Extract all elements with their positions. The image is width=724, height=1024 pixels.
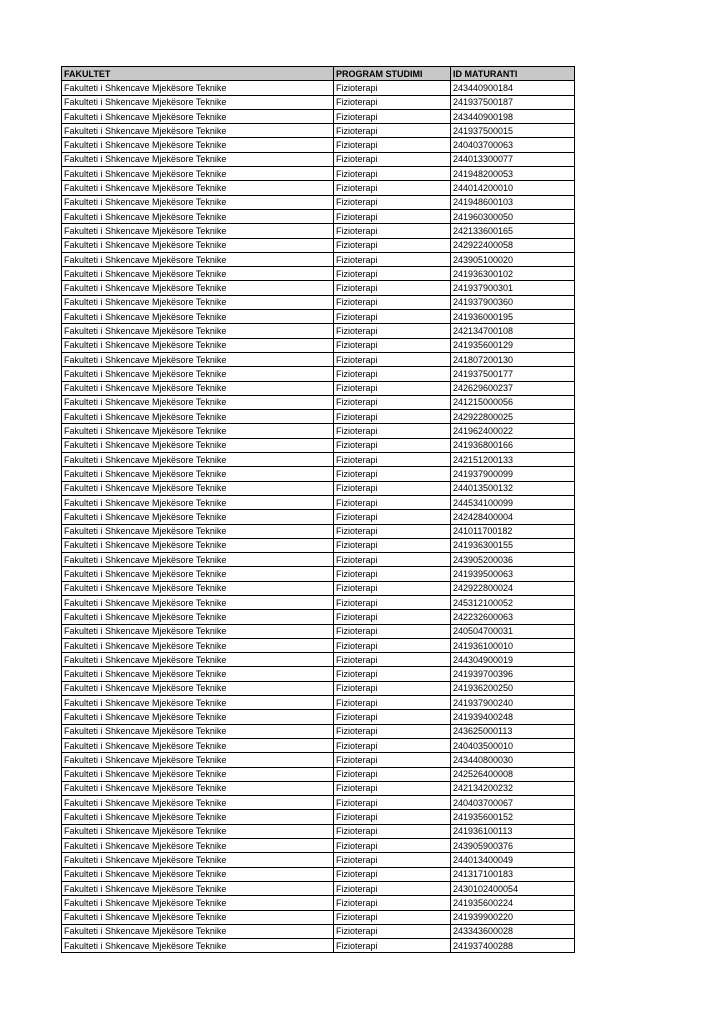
cell-program-studimi: Fizioterapi [334, 238, 451, 252]
cell-program-studimi: Fizioterapi [334, 638, 451, 652]
cell-id-maturanti: 241807200130 [451, 352, 575, 366]
table-row [62, 939, 575, 953]
cell-program-studimi: Fizioterapi [334, 839, 451, 853]
cell-fakultet: Fakulteti i Shkencave Mjekësore Teknike [62, 781, 334, 795]
cell-fakultet: Fakulteti i Shkencave Mjekësore Teknike [62, 424, 334, 438]
cell-id-maturanti: 242629600237 [451, 381, 575, 395]
cell-id-maturanti: 243440900198 [451, 109, 575, 123]
cell-id-maturanti: 241948600103 [451, 195, 575, 209]
cell-program-studimi: Fizioterapi [334, 796, 451, 810]
cell-program-studimi: Fizioterapi [334, 553, 451, 567]
table-row [62, 238, 575, 252]
cell-id-maturanti: 240403700067 [451, 796, 575, 810]
table-row [62, 753, 575, 767]
cell-fakultet: Fakulteti i Shkencave Mjekësore Teknike [62, 867, 334, 881]
cell-fakultet: Fakulteti i Shkencave Mjekësore Teknike [62, 524, 334, 538]
cell-program-studimi: Fizioterapi [334, 195, 451, 209]
cell-program-studimi: Fizioterapi [334, 252, 451, 266]
table-row [62, 209, 575, 223]
cell-fakultet: Fakulteti i Shkencave Mjekësore Teknike [62, 710, 334, 724]
cell-id-maturanti: 241937900360 [451, 295, 575, 309]
cell-program-studimi: Fizioterapi [334, 824, 451, 838]
table-row [62, 124, 575, 138]
cell-id-maturanti: 241935600152 [451, 810, 575, 824]
cell-id-maturanti: 241317100183 [451, 867, 575, 881]
cell-program-studimi: Fizioterapi [334, 510, 451, 524]
table-row [62, 724, 575, 738]
cell-program-studimi: Fizioterapi [334, 324, 451, 338]
cell-program-studimi: Fizioterapi [334, 209, 451, 223]
cell-id-maturanti: 243440800030 [451, 753, 575, 767]
cell-fakultet: Fakulteti i Shkencave Mjekësore Teknike [62, 238, 334, 252]
table-row [62, 495, 575, 509]
cell-id-maturanti: 242428400004 [451, 510, 575, 524]
cell-id-maturanti: 243440900184 [451, 81, 575, 95]
table-row [62, 524, 575, 538]
cell-fakultet: Fakulteti i Shkencave Mjekësore Teknike [62, 152, 334, 166]
table-row [62, 438, 575, 452]
cell-id-maturanti: 241937500015 [451, 124, 575, 138]
cell-program-studimi: Fizioterapi [334, 853, 451, 867]
cell-id-maturanti: 242526400008 [451, 767, 575, 781]
cell-id-maturanti: 241936100113 [451, 824, 575, 838]
table-row [62, 853, 575, 867]
cell-program-studimi: Fizioterapi [334, 152, 451, 166]
cell-fakultet: Fakulteti i Shkencave Mjekësore Teknike [62, 195, 334, 209]
cell-fakultet: Fakulteti i Shkencave Mjekësore Teknike [62, 667, 334, 681]
cell-fakultet: Fakulteti i Shkencave Mjekësore Teknike [62, 653, 334, 667]
table-row [62, 881, 575, 895]
cell-program-studimi: Fizioterapi [334, 581, 451, 595]
students-table [61, 66, 575, 953]
table-row [62, 767, 575, 781]
cell-id-maturanti: 243905900376 [451, 839, 575, 853]
cell-program-studimi: Fizioterapi [334, 481, 451, 495]
header-fakultet: FAKULTET [62, 67, 334, 81]
cell-id-maturanti: 241936200250 [451, 681, 575, 695]
cell-fakultet: Fakulteti i Shkencave Mjekësore Teknike [62, 310, 334, 324]
cell-program-studimi: Fizioterapi [334, 924, 451, 938]
cell-fakultet: Fakulteti i Shkencave Mjekësore Teknike [62, 767, 334, 781]
cell-program-studimi: Fizioterapi [334, 224, 451, 238]
cell-fakultet: Fakulteti i Shkencave Mjekësore Teknike [62, 252, 334, 266]
cell-id-maturanti: 241960300050 [451, 209, 575, 223]
cell-program-studimi: Fizioterapi [334, 295, 451, 309]
cell-program-studimi: Fizioterapi [334, 524, 451, 538]
table-row [62, 481, 575, 495]
cell-fakultet: Fakulteti i Shkencave Mjekësore Teknike [62, 538, 334, 552]
cell-id-maturanti: 241939400248 [451, 710, 575, 724]
cell-fakultet: Fakulteti i Shkencave Mjekësore Teknike [62, 281, 334, 295]
cell-id-maturanti: 243625000113 [451, 724, 575, 738]
table-row [62, 667, 575, 681]
cell-id-maturanti: 241215000056 [451, 395, 575, 409]
cell-id-maturanti: 244534100099 [451, 495, 575, 509]
cell-id-maturanti: 242922400058 [451, 238, 575, 252]
cell-program-studimi: Fizioterapi [334, 467, 451, 481]
table-row [62, 924, 575, 938]
cell-id-maturanti: 242133600165 [451, 224, 575, 238]
cell-fakultet: Fakulteti i Shkencave Mjekësore Teknike [62, 338, 334, 352]
table-row [62, 467, 575, 481]
table-row [62, 824, 575, 838]
table-row [62, 195, 575, 209]
table-row [62, 910, 575, 924]
cell-id-maturanti: 241939900220 [451, 910, 575, 924]
table-row [62, 696, 575, 710]
cell-fakultet: Fakulteti i Shkencave Mjekësore Teknike [62, 381, 334, 395]
table-row [62, 167, 575, 181]
cell-program-studimi: Fizioterapi [334, 424, 451, 438]
cell-program-studimi: Fizioterapi [334, 653, 451, 667]
cell-fakultet: Fakulteti i Shkencave Mjekësore Teknike [62, 510, 334, 524]
cell-program-studimi: Fizioterapi [334, 495, 451, 509]
cell-fakultet: Fakulteti i Shkencave Mjekësore Teknike [62, 824, 334, 838]
cell-fakultet: Fakulteti i Shkencave Mjekësore Teknike [62, 839, 334, 853]
cell-program-studimi: Fizioterapi [334, 381, 451, 395]
cell-fakultet: Fakulteti i Shkencave Mjekësore Teknike [62, 696, 334, 710]
table-row [62, 338, 575, 352]
cell-program-studimi: Fizioterapi [334, 138, 451, 152]
cell-program-studimi: Fizioterapi [334, 681, 451, 695]
table-row [62, 81, 575, 95]
cell-fakultet: Fakulteti i Shkencave Mjekësore Teknike [62, 138, 334, 152]
cell-fakultet: Fakulteti i Shkencave Mjekësore Teknike [62, 924, 334, 938]
cell-id-maturanti: 244304900019 [451, 653, 575, 667]
cell-id-maturanti: 242232600063 [451, 610, 575, 624]
cell-id-maturanti: 241937400288 [451, 939, 575, 953]
cell-id-maturanti: 241936800166 [451, 438, 575, 452]
cell-program-studimi: Fizioterapi [334, 896, 451, 910]
cell-fakultet: Fakulteti i Shkencave Mjekësore Teknike [62, 753, 334, 767]
cell-program-studimi: Fizioterapi [334, 395, 451, 409]
table-row [62, 410, 575, 424]
table-row [62, 595, 575, 609]
header-row [62, 67, 575, 81]
cell-id-maturanti: 241962400022 [451, 424, 575, 438]
cell-fakultet: Fakulteti i Shkencave Mjekësore Teknike [62, 810, 334, 824]
cell-fakultet: Fakulteti i Shkencave Mjekësore Teknike [62, 638, 334, 652]
cell-program-studimi: Fizioterapi [334, 352, 451, 366]
cell-program-studimi: Fizioterapi [334, 939, 451, 953]
table-row [62, 510, 575, 524]
cell-id-maturanti: 241935600129 [451, 338, 575, 352]
cell-fakultet: Fakulteti i Shkencave Mjekësore Teknike [62, 853, 334, 867]
cell-id-maturanti: 241936000195 [451, 310, 575, 324]
cell-id-maturanti: 241939500063 [451, 567, 575, 581]
cell-id-maturanti: 242134200232 [451, 781, 575, 795]
cell-id-maturanti: 241935600224 [451, 896, 575, 910]
cell-fakultet: Fakulteti i Shkencave Mjekësore Teknike [62, 610, 334, 624]
cell-fakultet: Fakulteti i Shkencave Mjekësore Teknike [62, 724, 334, 738]
table-row [62, 581, 575, 595]
cell-id-maturanti: 241936100010 [451, 638, 575, 652]
cell-fakultet: Fakulteti i Shkencave Mjekësore Teknike [62, 224, 334, 238]
cell-fakultet: Fakulteti i Shkencave Mjekësore Teknike [62, 581, 334, 595]
table-row [62, 224, 575, 238]
cell-program-studimi: Fizioterapi [334, 781, 451, 795]
table-row [62, 367, 575, 381]
table-row [62, 152, 575, 166]
cell-program-studimi: Fizioterapi [334, 810, 451, 824]
cell-id-maturanti: 241939700396 [451, 667, 575, 681]
cell-program-studimi: Fizioterapi [334, 267, 451, 281]
cell-fakultet: Fakulteti i Shkencave Mjekësore Teknike [62, 796, 334, 810]
cell-program-studimi: Fizioterapi [334, 367, 451, 381]
cell-fakultet: Fakulteti i Shkencave Mjekësore Teknike [62, 553, 334, 567]
table-row [62, 381, 575, 395]
cell-id-maturanti: 240403700063 [451, 138, 575, 152]
table-row [62, 295, 575, 309]
table-row [62, 267, 575, 281]
cell-fakultet: Fakulteti i Shkencave Mjekësore Teknike [62, 109, 334, 123]
cell-program-studimi: Fizioterapi [334, 738, 451, 752]
table-row [62, 653, 575, 667]
cell-id-maturanti: 242922800025 [451, 410, 575, 424]
cell-program-studimi: Fizioterapi [334, 610, 451, 624]
table-row [62, 138, 575, 152]
table-row [62, 310, 575, 324]
header-program-studimi: PROGRAM STUDIMI [334, 67, 451, 81]
table-row [62, 624, 575, 638]
cell-fakultet: Fakulteti i Shkencave Mjekësore Teknike [62, 438, 334, 452]
table-row [62, 352, 575, 366]
table-row [62, 681, 575, 695]
cell-id-maturanti: 240403500010 [451, 738, 575, 752]
table-row [62, 610, 575, 624]
cell-program-studimi: Fizioterapi [334, 667, 451, 681]
cell-id-maturanti: 244013300077 [451, 152, 575, 166]
table-row [62, 181, 575, 195]
cell-fakultet: Fakulteti i Shkencave Mjekësore Teknike [62, 495, 334, 509]
cell-fakultet: Fakulteti i Shkencave Mjekësore Teknike [62, 467, 334, 481]
cell-program-studimi: Fizioterapi [334, 710, 451, 724]
cell-id-maturanti: 243343600028 [451, 924, 575, 938]
cell-fakultet: Fakulteti i Shkencave Mjekësore Teknike [62, 595, 334, 609]
cell-program-studimi: Fizioterapi [334, 567, 451, 581]
cell-program-studimi: Fizioterapi [334, 181, 451, 195]
table-row [62, 796, 575, 810]
cell-program-studimi: Fizioterapi [334, 538, 451, 552]
cell-program-studimi: Fizioterapi [334, 124, 451, 138]
cell-fakultet: Fakulteti i Shkencave Mjekësore Teknike [62, 881, 334, 895]
cell-program-studimi: Fizioterapi [334, 410, 451, 424]
cell-program-studimi: Fizioterapi [334, 438, 451, 452]
table-row [62, 109, 575, 123]
cell-program-studimi: Fizioterapi [334, 624, 451, 638]
cell-id-maturanti: 241936300155 [451, 538, 575, 552]
cell-id-maturanti: 244013500132 [451, 481, 575, 495]
cell-fakultet: Fakulteti i Shkencave Mjekësore Teknike [62, 738, 334, 752]
cell-fakultet: Fakulteti i Shkencave Mjekësore Teknike [62, 352, 334, 366]
table-body [62, 81, 575, 953]
table-row [62, 896, 575, 910]
cell-id-maturanti: 243905200036 [451, 553, 575, 567]
cell-fakultet: Fakulteti i Shkencave Mjekësore Teknike [62, 324, 334, 338]
table-row [62, 281, 575, 295]
cell-fakultet: Fakulteti i Shkencave Mjekësore Teknike [62, 624, 334, 638]
cell-fakultet: Fakulteti i Shkencave Mjekësore Teknike [62, 681, 334, 695]
table-row [62, 424, 575, 438]
cell-id-maturanti: 244014200010 [451, 181, 575, 195]
cell-fakultet: Fakulteti i Shkencave Mjekësore Teknike [62, 395, 334, 409]
cell-program-studimi: Fizioterapi [334, 724, 451, 738]
table-row [62, 324, 575, 338]
cell-fakultet: Fakulteti i Shkencave Mjekësore Teknike [62, 95, 334, 109]
cell-program-studimi: Fizioterapi [334, 167, 451, 181]
cell-fakultet: Fakulteti i Shkencave Mjekësore Teknike [62, 267, 334, 281]
cell-fakultet: Fakulteti i Shkencave Mjekësore Teknike [62, 81, 334, 95]
table-row [62, 810, 575, 824]
cell-fakultet: Fakulteti i Shkencave Mjekësore Teknike [62, 910, 334, 924]
cell-id-maturanti: 241948200053 [451, 167, 575, 181]
cell-id-maturanti: 244013400049 [451, 853, 575, 867]
cell-program-studimi: Fizioterapi [334, 595, 451, 609]
cell-id-maturanti: 241937500177 [451, 367, 575, 381]
cell-fakultet: Fakulteti i Shkencave Mjekësore Teknike [62, 567, 334, 581]
cell-id-maturanti: 2430102400054 [451, 881, 575, 895]
table-row [62, 638, 575, 652]
table-row [62, 710, 575, 724]
cell-id-maturanti: 243905100020 [451, 252, 575, 266]
cell-id-maturanti: 240504700031 [451, 624, 575, 638]
cell-program-studimi: Fizioterapi [334, 81, 451, 95]
cell-id-maturanti: 241936300102 [451, 267, 575, 281]
cell-id-maturanti: 242134700108 [451, 324, 575, 338]
cell-fakultet: Fakulteti i Shkencave Mjekësore Teknike [62, 167, 334, 181]
cell-fakultet: Fakulteti i Shkencave Mjekësore Teknike [62, 410, 334, 424]
cell-program-studimi: Fizioterapi [334, 696, 451, 710]
cell-fakultet: Fakulteti i Shkencave Mjekësore Teknike [62, 896, 334, 910]
cell-id-maturanti: 242922800024 [451, 581, 575, 595]
cell-program-studimi: Fizioterapi [334, 338, 451, 352]
cell-program-studimi: Fizioterapi [334, 881, 451, 895]
cell-program-studimi: Fizioterapi [334, 753, 451, 767]
table-row [62, 553, 575, 567]
cell-fakultet: Fakulteti i Shkencave Mjekësore Teknike [62, 295, 334, 309]
table-row [62, 395, 575, 409]
cell-id-maturanti: 241937900240 [451, 696, 575, 710]
cell-fakultet: Fakulteti i Shkencave Mjekësore Teknike [62, 181, 334, 195]
header-id-maturanti: ID MATURANTI [451, 67, 575, 81]
cell-program-studimi: Fizioterapi [334, 95, 451, 109]
table-row [62, 867, 575, 881]
table-row [62, 95, 575, 109]
cell-fakultet: Fakulteti i Shkencave Mjekësore Teknike [62, 453, 334, 467]
cell-fakultet: Fakulteti i Shkencave Mjekësore Teknike [62, 367, 334, 381]
cell-program-studimi: Fizioterapi [334, 767, 451, 781]
cell-id-maturanti: 241937500187 [451, 95, 575, 109]
cell-id-maturanti: 241011700182 [451, 524, 575, 538]
table-row [62, 839, 575, 853]
table-row [62, 567, 575, 581]
cell-fakultet: Fakulteti i Shkencave Mjekësore Teknike [62, 481, 334, 495]
cell-program-studimi: Fizioterapi [334, 281, 451, 295]
table-row [62, 453, 575, 467]
cell-fakultet: Fakulteti i Shkencave Mjekësore Teknike [62, 939, 334, 953]
cell-fakultet: Fakulteti i Shkencave Mjekësore Teknike [62, 209, 334, 223]
cell-id-maturanti: 241937900099 [451, 467, 575, 481]
table-row [62, 781, 575, 795]
cell-fakultet: Fakulteti i Shkencave Mjekësore Teknike [62, 124, 334, 138]
cell-id-maturanti: 241937900301 [451, 281, 575, 295]
cell-program-studimi: Fizioterapi [334, 910, 451, 924]
cell-id-maturanti: 245312100052 [451, 595, 575, 609]
cell-program-studimi: Fizioterapi [334, 310, 451, 324]
cell-program-studimi: Fizioterapi [334, 109, 451, 123]
table-row [62, 538, 575, 552]
cell-id-maturanti: 242151200133 [451, 453, 575, 467]
cell-program-studimi: Fizioterapi [334, 867, 451, 881]
table-row [62, 738, 575, 752]
table-row [62, 252, 575, 266]
cell-program-studimi: Fizioterapi [334, 453, 451, 467]
